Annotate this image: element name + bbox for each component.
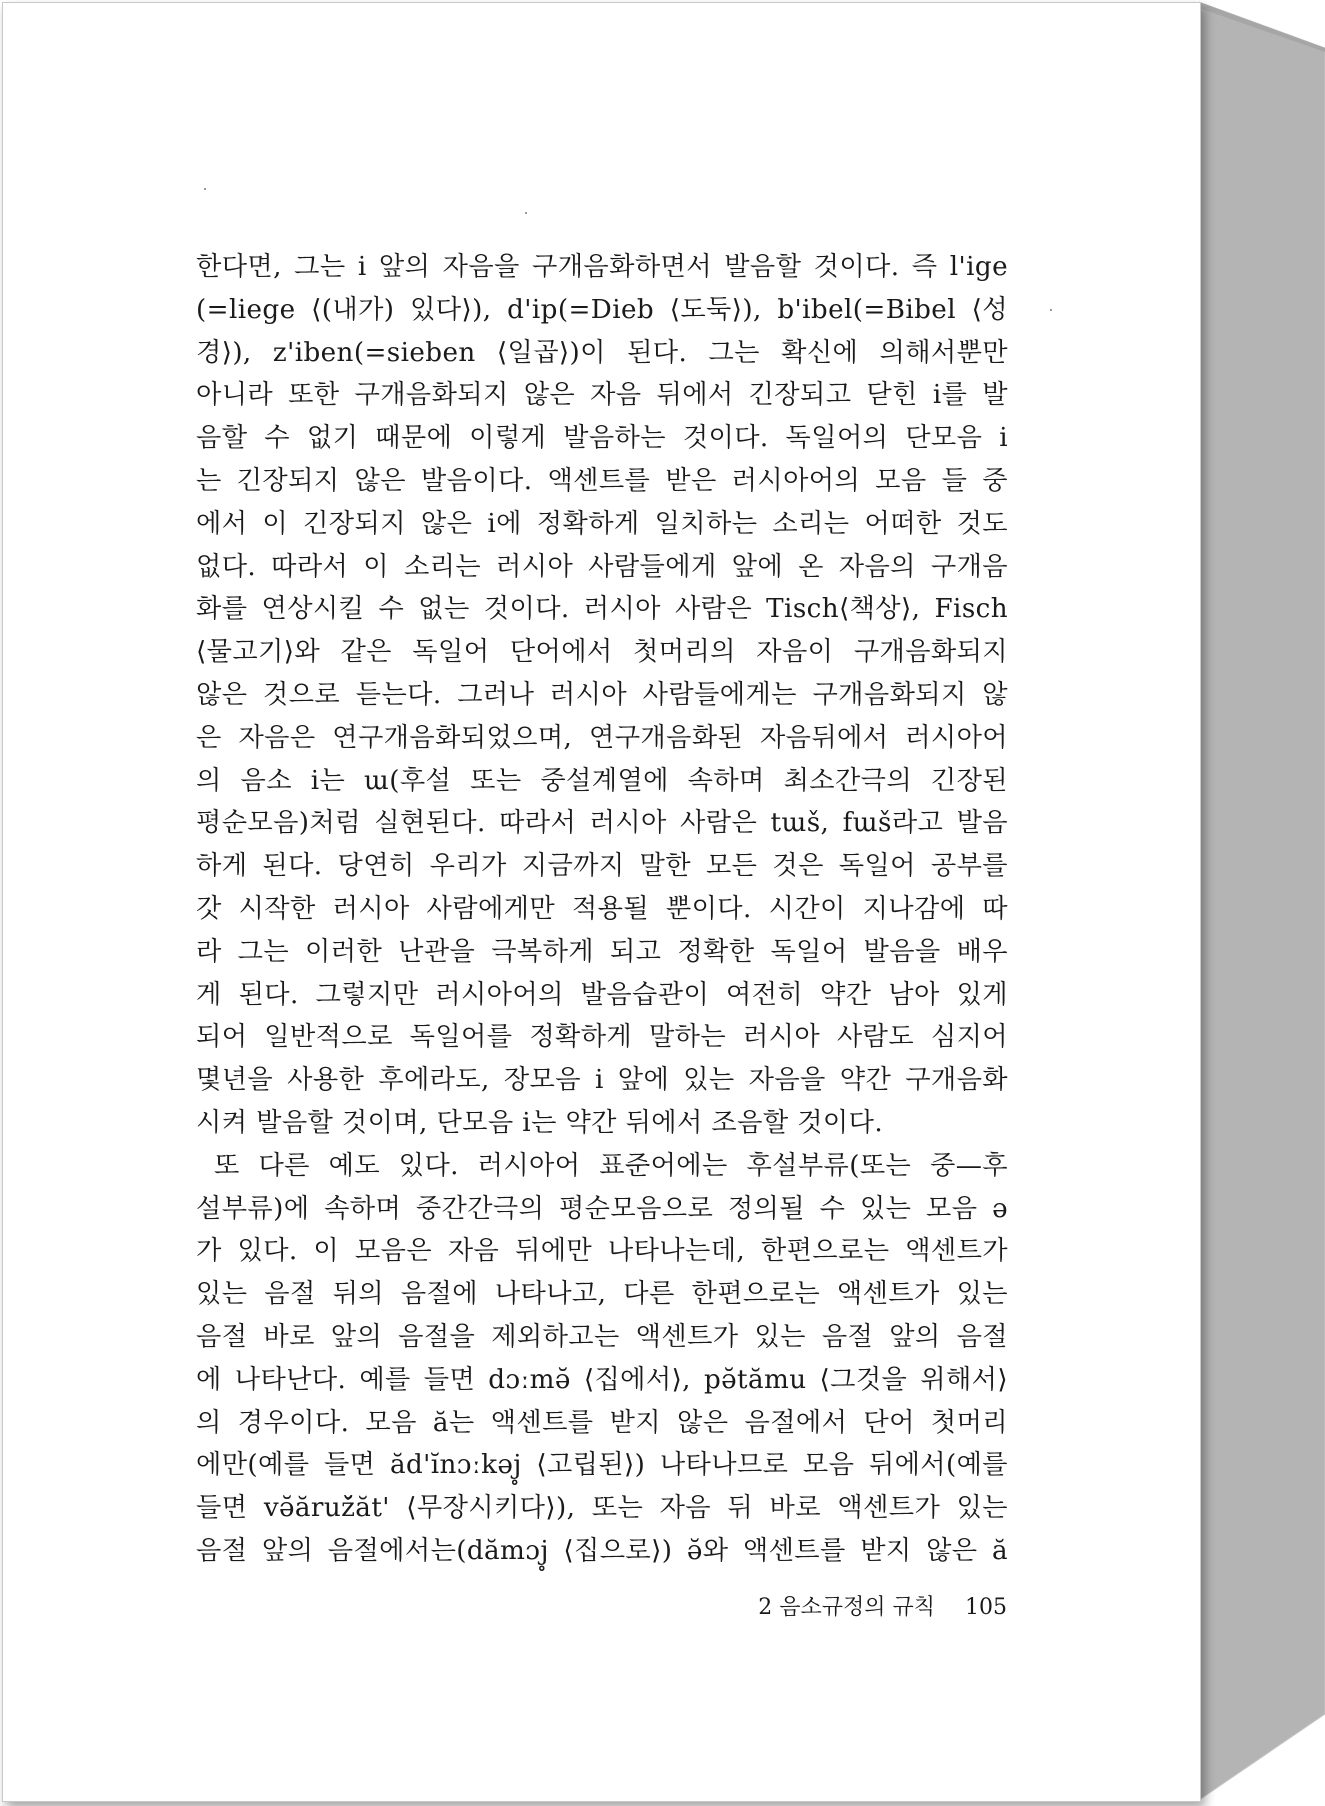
text-line: 하게 된다. 당연히 우리가 지금까지 말한 모든 것은 독일어 공부를 <box>196 851 1008 882</box>
text-line: 화를 연상시킬 수 없는 것이다. 러시아 사람은 Tisch⟨책상⟩, Fisch <box>196 594 1008 625</box>
text-line: 라 그는 이러한 난관을 극복하게 되고 정확한 독일어 발음을 배우 <box>196 936 1008 967</box>
text-line: 설부류)에 속하며 중간간극의 평순모음으로 정의될 수 있는 모음 ə <box>196 1193 1008 1224</box>
speck <box>204 188 206 190</box>
text-line: 없다. 따라서 이 소리는 러시아 사람들에게 앞에 온 자음의 구개음 <box>196 551 1008 582</box>
text-line: 에 나타난다. 예를 들면 dɔːmə̆ ⟨집에서⟩, pə̆tămu ⟨그것을 위해서⟩ <box>196 1364 1008 1395</box>
text-line: 가 있다. 이 모음은 자음 뒤에만 나타나는데, 한편으로는 액센트가 <box>196 1236 1008 1267</box>
text-line: 평순모음)처럼 실현된다. 따라서 러시아 사람은 tɯš, fɯš라고 발음 <box>196 808 1008 839</box>
text-line: 있는 음절 뒤의 음절에 나타나고, 다른 한편으로는 액센트가 있는 <box>196 1279 1008 1310</box>
body-text <box>196 246 1008 1573</box>
text-line: 게 된다. 그렇지만 러시아어의 발음습관이 여전히 약간 남아 있게 <box>196 979 1008 1010</box>
text-line: 않은 것으로 듣는다. 그러나 러시아 사람들에게는 구개음화되지 않 <box>196 679 1008 710</box>
text-line: 되어 일반적으로 독일어를 정확하게 말하는 러시아 사람도 심지어 <box>196 1022 1008 1053</box>
text-line: (=liege ⟨(내가) 있다⟩), d'ip(=Dieb ⟨도둑⟩), b'ibel(=Bibel ⟨성 <box>196 294 1008 325</box>
speck <box>1050 309 1052 311</box>
text-line: 의 경우이다. 모음 ă는 액센트를 받지 않은 음절에서 단어 첫머리 <box>196 1407 1008 1438</box>
text-line: 은 자음은 연구개음화되었으며, 연구개음화된 자음뒤에서 러시아어 <box>196 722 1008 753</box>
text-line: 한다면, 그는 i 앞의 자음을 구개음화하면서 발음할 것이다. 즉 l'ige <box>196 252 1008 282</box>
page-number: 105 <box>965 1595 1007 1620</box>
text-line: 갓 시작한 러시아 사람에게만 적용될 뿐이다. 시간이 지나감에 따 <box>196 893 1008 924</box>
text-line: 음할 수 없기 때문에 이렇게 발음하는 것이다. 독일어의 단모음 i <box>196 423 1008 454</box>
book-page <box>2 2 1201 1802</box>
text-line: 경⟩), z'iben(=sieben ⟨일곱⟩)이 된다. 그는 확신에 의해서뿐만 <box>196 337 1008 368</box>
text-line: 들면 və̆ăruž̆ăt' ⟨무장시키다⟩), 또는 자음 뒤 바로 액센트가 있는 <box>196 1493 1008 1524</box>
text-line: 몇년을 사용한 후에라도, 장모음 i 앞에 있는 자음을 약간 구개음화 <box>196 1065 1008 1096</box>
text-line: 의 음소 i는 ɯ(후설 또는 중설계열에 속하며 최소간극의 긴장된 <box>196 765 1008 796</box>
page-footer <box>739 1593 1007 1623</box>
text-line: 음절 바로 앞의 음절을 제외하고는 액센트가 있는 음절 앞의 음절 <box>196 1321 1008 1352</box>
text-line: 시켜 발음할 것이며, 단모음 i는 약간 뒤에서 조음할 것이다. <box>196 1107 884 1138</box>
text-line: ⟨물고기⟩와 같은 독일어 단어에서 첫머리의 자음이 구개음화되지 <box>196 637 1008 668</box>
running-head: 2 음소규정의 규칙 <box>758 1595 935 1620</box>
text-line: 아니라 또한 구개음화되지 않은 자음 뒤에서 긴장되고 닫힌 i를 발 <box>196 380 1008 411</box>
text-line: 에서 이 긴장되지 않은 i에 정확하게 일치하는 소리는 어떠한 것도 <box>196 508 1008 539</box>
text-line: 음절 앞의 음절에서는(dămɔj̥ ⟨집으로⟩) ə̆와 액센트를 받지 않은 ă <box>196 1535 1008 1566</box>
text-line: 에만(예를 들면 ăd'ĭnɔːkəj̥ ⟨고립된⟩) 나타나므로 모음 뒤에서(예를 <box>196 1450 1008 1481</box>
speck <box>525 212 527 214</box>
text-line: 는 긴장되지 않은 발음이다. 액센트를 받은 러시아어의 모음 들 중 <box>196 465 1008 496</box>
text-line-paragraph-start: 또 다른 예도 있다. 러시아어 표준어에는 후설부류(또는 중—후 <box>214 1150 1008 1181</box>
book-page-edge <box>1199 0 1325 1806</box>
